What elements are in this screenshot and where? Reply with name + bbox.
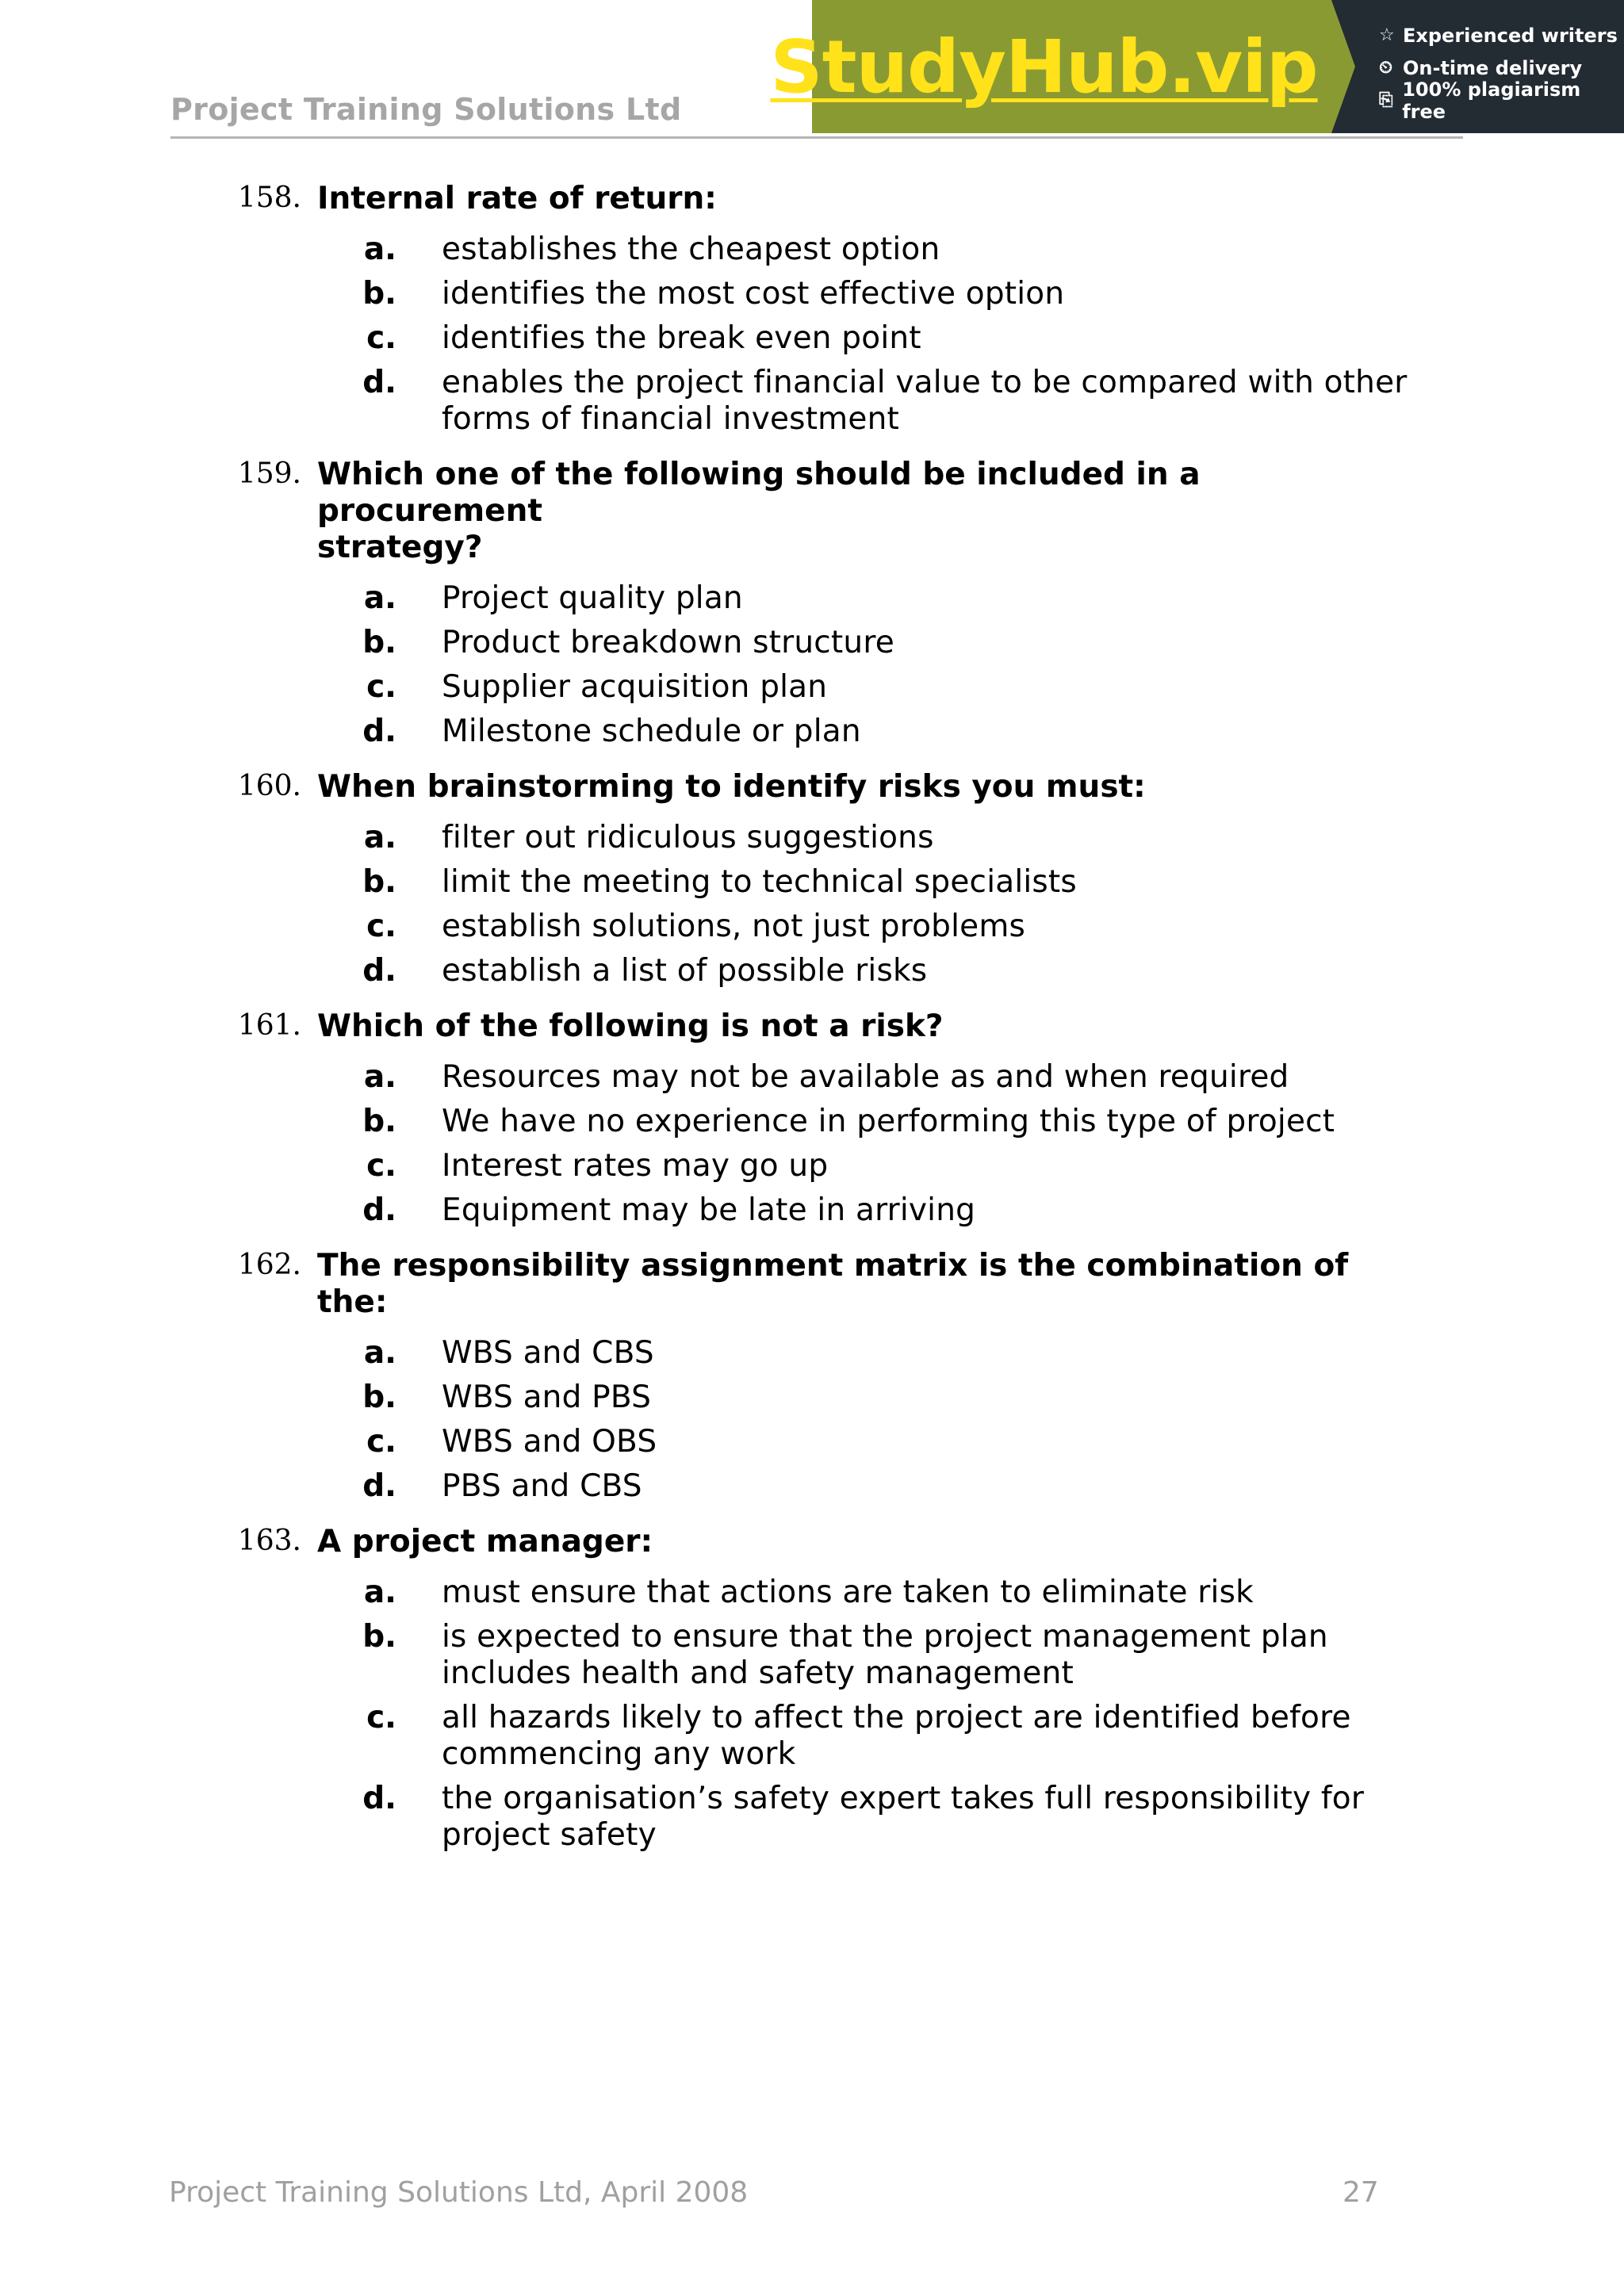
page-number: 27: [1342, 2176, 1379, 2209]
option-c: [0, 1700, 1624, 1773]
option-letter: d.: [362, 714, 396, 749]
option-letter: a.: [363, 820, 396, 855]
option-list: [0, 820, 1624, 989]
option-text: Interest rates may go up: [442, 1148, 829, 1184]
question-161: [0, 1008, 1624, 1229]
question-number: 161.: [237, 1009, 301, 1042]
option-text: PBS and CBS: [442, 1468, 642, 1504]
question-number: 160.: [237, 770, 301, 802]
option-b: [0, 1619, 1624, 1692]
option-a: [0, 232, 1624, 268]
option-text: establish a list of possible risks: [442, 953, 928, 989]
option-letter: a.: [363, 580, 396, 616]
question-number: 159.: [237, 457, 301, 490]
option-text: identifies the break even point: [442, 320, 921, 356]
option-text: WBS and CBS: [442, 1335, 654, 1371]
option-text: filter out ridiculous suggestions: [442, 820, 934, 855]
question-159: [0, 457, 1624, 750]
option-letter: b.: [362, 864, 396, 900]
option-b: [0, 864, 1624, 901]
banner-logo[interactable]: [770, 0, 1331, 133]
option-c: [0, 1148, 1624, 1184]
option-b: [0, 1104, 1624, 1140]
feature-label: On-time delivery: [1403, 56, 1583, 79]
option-c: [0, 1424, 1624, 1460]
option-letter: c.: [366, 1148, 396, 1184]
option-letter: c.: [366, 669, 396, 705]
option-text: Product breakdown structure: [442, 625, 894, 660]
option-text: WBS and OBS: [442, 1424, 657, 1460]
option-letter: a.: [363, 1575, 396, 1610]
option-a: [0, 1575, 1624, 1611]
question-text: Internal rate of return:: [317, 181, 717, 216]
option-letter: b.: [362, 1380, 396, 1415]
option-letter: d.: [362, 1468, 396, 1504]
option-letter: b.: [362, 1619, 396, 1655]
option-letter: c.: [366, 320, 396, 356]
option-text: WBS and PBS: [442, 1380, 652, 1415]
option-text: all hazards likely to affect the project are identified before commencing any work: [442, 1700, 1351, 1772]
question-160: [0, 769, 1624, 989]
question-list: [0, 181, 1624, 1873]
option-text: establish solutions, not just problems: [442, 909, 1026, 944]
option-letter: d.: [362, 365, 396, 400]
option-letter: a.: [363, 1335, 396, 1371]
studyhub-banner[interactable]: [770, 0, 1624, 133]
option-text: the organisation’s safety expert takes full responsibility for project safety: [442, 1781, 1365, 1853]
feature-plagiarism-free: [1379, 78, 1624, 123]
banner-arrow-shape: [1331, 0, 1355, 133]
feature-experienced-writers: [1379, 19, 1624, 52]
clock-icon: ⏲: [1379, 58, 1393, 78]
option-d: [0, 365, 1624, 438]
option-c: [0, 320, 1624, 357]
option-letter: b.: [362, 1104, 396, 1139]
question-162: [0, 1248, 1624, 1505]
option-letter: a.: [363, 1059, 396, 1095]
option-text: limit the meeting to technical specialists: [442, 864, 1077, 900]
option-list: [0, 580, 1624, 750]
option-b: [0, 1380, 1624, 1416]
banner-logo-text: StudyHub.vip: [770, 24, 1318, 109]
option-d: [0, 1192, 1624, 1229]
option-letter: b.: [362, 625, 396, 660]
option-a: [0, 1335, 1624, 1372]
option-letter: d.: [362, 953, 396, 989]
option-text: establishes the cheapest option: [442, 232, 940, 267]
question-text: The responsibility assignment matrix is the combination of the:: [317, 1248, 1349, 1320]
question-number: 158.: [237, 182, 301, 214]
option-b: [0, 276, 1624, 312]
option-letter: c.: [366, 909, 396, 944]
option-text: Milestone schedule or plan: [442, 714, 861, 749]
option-a: [0, 580, 1624, 617]
option-list: [0, 1575, 1624, 1854]
question-158: [0, 181, 1624, 438]
question-number: 162.: [237, 1249, 301, 1281]
option-d: [0, 714, 1624, 750]
option-text: must ensure that actions are taken to eliminate risk: [442, 1575, 1254, 1610]
option-letter: c.: [366, 1700, 396, 1735]
option-a: [0, 1059, 1624, 1096]
option-letter: a.: [363, 232, 396, 267]
option-c: [0, 909, 1624, 945]
option-text: enables the project financial value to be compared with other forms of financial investment: [442, 365, 1408, 437]
option-letter: d.: [362, 1192, 396, 1228]
banner-features: [1331, 0, 1624, 133]
option-d: [0, 1781, 1624, 1854]
question-text: A project manager:: [317, 1524, 653, 1559]
feature-label: 100% plagiarism free: [1402, 78, 1581, 123]
star-icon: ☆: [1379, 25, 1395, 45]
question-text: When brainstorming to identify risks you must:: [317, 769, 1146, 805]
footer-text: Project Training Solutions Ltd, April 2008: [169, 2176, 749, 2209]
option-text: identifies the most cost effective option: [442, 276, 1065, 312]
option-text: Project quality plan: [442, 580, 743, 616]
option-a: [0, 820, 1624, 856]
header-divider: [170, 136, 1463, 139]
option-text: Supplier acquisition plan: [442, 669, 828, 705]
question-text: Which one of the following should be included in a procurement strategy?: [317, 457, 1201, 565]
option-text: We have no experience in performing this type of project: [442, 1104, 1335, 1139]
option-letter: c.: [366, 1424, 396, 1460]
copy-icon: ⎘: [1379, 90, 1393, 110]
option-text: Equipment may be late in arriving: [442, 1192, 976, 1228]
option-list: [0, 232, 1624, 438]
option-d: [0, 1468, 1624, 1505]
option-d: [0, 953, 1624, 989]
option-letter: b.: [362, 276, 396, 312]
option-b: [0, 625, 1624, 661]
question-number: 163.: [237, 1525, 301, 1557]
question-163: [0, 1524, 1624, 1854]
option-list: [0, 1059, 1624, 1229]
question-text: Which of the following is not a risk?: [317, 1008, 944, 1044]
option-letter: d.: [362, 1781, 396, 1816]
option-c: [0, 669, 1624, 706]
option-text: Resources may not be available as and when required: [442, 1059, 1289, 1095]
feature-label: Experienced writers: [1403, 24, 1618, 47]
option-list: [0, 1335, 1624, 1505]
option-text: is expected to ensure that the project management plan includes health and safety management: [442, 1619, 1328, 1691]
header-title: Project Training Solutions Ltd: [170, 92, 682, 127]
